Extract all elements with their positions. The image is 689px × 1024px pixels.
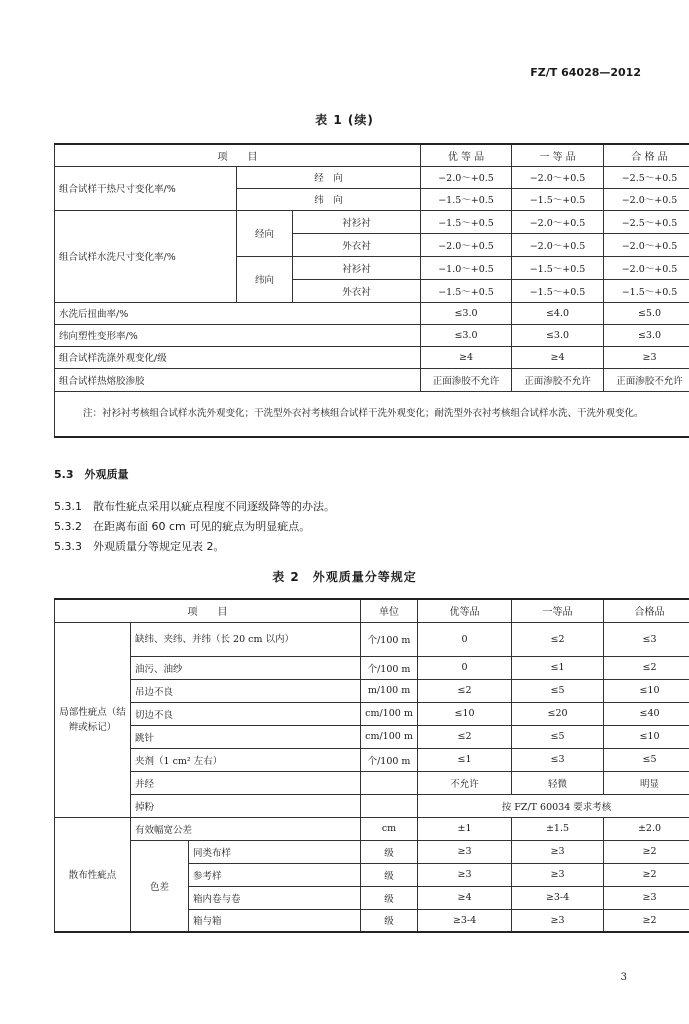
color-diff-label: 色差 (131, 840, 189, 932)
row-label: 纬向塑性变形率/% (55, 324, 421, 346)
table-row (55, 324, 689, 346)
header-superior: 优等品 (418, 599, 512, 622)
table-cell: ≤1 (418, 748, 512, 771)
table-cell: ≥3 (418, 840, 512, 863)
table-cell: 正面渗胶不允许 (421, 368, 512, 391)
table-cell: ≥4 (418, 886, 512, 909)
row-label: 缺纬、夹纬、并纬（长 20 cm 以内） (131, 622, 361, 656)
table1-caption: 表 1 (续) (315, 113, 374, 127)
header-item: 项 目 (55, 144, 421, 166)
row-label: 掉粉 (131, 794, 361, 817)
table-cell: −2.0～+0.5 (604, 233, 689, 256)
table-cell: ≤40 (604, 702, 689, 725)
table-cell: ≥3 (512, 840, 604, 863)
page-number: 3 (620, 972, 627, 983)
table-row (55, 166, 689, 188)
table-cell: ≤4.0 (512, 302, 604, 324)
local-defects-group: 局部性疵点（结辫或标记） (55, 622, 131, 817)
weft-label: 纬向 (237, 256, 293, 302)
table-cell: ≤2 (512, 622, 604, 656)
table-cell: −1.5～+0.5 (604, 279, 689, 302)
unit-cell: 个/100 m (361, 622, 418, 656)
unit-cell: 个/100 m (361, 656, 418, 679)
table-cell: −1.5～+0.5 (512, 279, 604, 302)
table-cell: ±1 (418, 817, 512, 840)
table-cell: ≤10 (604, 725, 689, 748)
row-label: 组合试样热熔胶渗胶 (55, 368, 421, 391)
unit-cell: 级 (361, 886, 418, 909)
table-cell: ≥3 (512, 863, 604, 886)
table-cell: ≥3-4 (418, 909, 512, 932)
table-cell: 正面渗胶不允许 (512, 368, 604, 391)
unit-cell: 级 (361, 863, 418, 886)
table-cell: ≥3 (604, 346, 689, 368)
table-note-row (55, 391, 689, 437)
header-qualified: 合格品 (604, 599, 689, 622)
section-item: 5.3.3 外观质量分等规定见表 2。 (54, 540, 225, 553)
row-label: 箱内卷与卷 (189, 886, 361, 909)
table-row (55, 346, 689, 368)
table-note: 注：衬衫衬考核组合试样水洗外观变化；干洗型外衣衬考核组合试样干洗外观变化；耐洗型外衣衬考核组合试样水洗、干洗外观变化。 (55, 391, 689, 437)
row-label: 并经 (131, 771, 361, 794)
table-row (55, 368, 689, 391)
row-label: 参考样 (189, 863, 361, 886)
row-label: 油污、油纱 (131, 656, 361, 679)
table-cell: −2.0～+0.5 (512, 210, 604, 233)
table-cell: ≥3 (512, 909, 604, 932)
table2-header-row (55, 599, 689, 622)
unit-cell: 级 (361, 909, 418, 932)
table-row (55, 702, 689, 725)
table-row (55, 679, 689, 702)
table2-caption: 表 2 外观质量分等规定 (272, 570, 417, 584)
shirt-label: 衬衫衬 (293, 256, 421, 279)
row-label: 组合试样干热尺寸变化率/% (55, 166, 237, 210)
unit-cell (361, 794, 418, 817)
row-label: 跳针 (131, 725, 361, 748)
table-cell: ±2.0 (604, 817, 689, 840)
table-row (55, 748, 689, 771)
table-cell: ≤2 (604, 656, 689, 679)
table-cell: ≥2 (604, 909, 689, 932)
scatter-defects-group: 散布性疵点 (55, 817, 131, 932)
row-label: 水洗后扭曲率/% (55, 302, 421, 324)
row-label: 组合试样水洗尺寸变化率/% (55, 210, 237, 302)
table-cell: 轻微 (512, 771, 604, 794)
header-qualified: 合 格 品 (604, 144, 689, 166)
table-row (55, 302, 689, 324)
table-cell: ≤5 (604, 748, 689, 771)
table-cell: −1.5～+0.5 (512, 188, 604, 210)
table-cell: −1.5～+0.5 (421, 210, 512, 233)
table-cell: ≥4 (512, 346, 604, 368)
row-label: 吊边不良 (131, 679, 361, 702)
table-cell: ≤3 (604, 622, 689, 656)
table1-header-row (55, 144, 689, 166)
table-cell: 0 (418, 656, 512, 679)
table-cell: −1.5～+0.5 (421, 279, 512, 302)
table-cell: ≤3.0 (421, 302, 512, 324)
table-cell: −2.0～+0.5 (604, 256, 689, 279)
coat-label: 外衣衬 (293, 279, 421, 302)
header-first: 一等品 (512, 599, 604, 622)
table-row (55, 817, 689, 840)
table-cell: ≤5 (512, 725, 604, 748)
unit-cell: cm/100 m (361, 725, 418, 748)
table-cell: −2.0～+0.5 (512, 166, 604, 188)
table-cell: ≤5.0 (604, 302, 689, 324)
unit-cell: m/100 m (361, 679, 418, 702)
table-cell: 按 FZ/T 60034 要求考核 (418, 794, 689, 817)
table-cell: −1.5～+0.5 (421, 188, 512, 210)
table-cell: 明显 (604, 771, 689, 794)
table-cell: −2.5～+0.5 (604, 166, 689, 188)
weft-label: 纬 向 (237, 188, 421, 210)
warp-label: 经 向 (237, 166, 421, 188)
table-row (55, 622, 689, 656)
table-cell: ≤3 (512, 748, 604, 771)
table-cell: ≤1 (512, 656, 604, 679)
header-unit: 单位 (361, 599, 418, 622)
table-cell: ≥2 (604, 840, 689, 863)
table-cell: 正面渗胶不允许 (604, 368, 689, 391)
table-row (55, 794, 689, 817)
table2 (54, 598, 689, 933)
table-cell: −2.0～+0.5 (421, 166, 512, 188)
table-cell: ≥3-4 (512, 886, 604, 909)
table1 (54, 143, 689, 438)
row-label: 夹剂（1 cm² 左右） (131, 748, 361, 771)
row-label: 箱与箱 (189, 909, 361, 932)
table-cell: −2.5～+0.5 (604, 210, 689, 233)
table-cell: ≤10 (604, 679, 689, 702)
unit-cell: cm/100 m (361, 702, 418, 725)
table-cell: ≤2 (418, 679, 512, 702)
header-item: 项 目 (55, 599, 361, 622)
table-cell: 0 (418, 622, 512, 656)
header-first: 一 等 品 (512, 144, 604, 166)
table-row (55, 656, 689, 679)
table-cell: ≤20 (512, 702, 604, 725)
section-item: 5.3.1 散布性疵点采用以疵点程度不同逐级降等的办法。 (54, 500, 335, 513)
unit-cell: 个/100 m (361, 748, 418, 771)
section-heading: 5.3 外观质量 (54, 468, 129, 481)
table-cell: −2.0～+0.5 (512, 233, 604, 256)
row-label: 切边不良 (131, 702, 361, 725)
table-cell: ≤2 (418, 725, 512, 748)
table-cell: ≤5 (512, 679, 604, 702)
table-cell: ≤3.0 (421, 324, 512, 346)
warp-label: 经向 (237, 210, 293, 256)
table-cell: −2.0～+0.5 (421, 233, 512, 256)
table-cell: ≤3.0 (604, 324, 689, 346)
table-cell: −1.0～+0.5 (421, 256, 512, 279)
section-item: 5.3.2 在距离布面 60 cm 可见的疵点为明显疵点。 (54, 520, 311, 533)
table-cell: 不允许 (418, 771, 512, 794)
shirt-label: 衬衫衬 (293, 210, 421, 233)
table-cell: ≤10 (418, 702, 512, 725)
table-cell: −2.0～+0.5 (604, 188, 689, 210)
unit-cell (361, 771, 418, 794)
table-row (55, 210, 689, 233)
row-label: 有效幅宽公差 (131, 817, 361, 840)
table-cell: ≤3.0 (512, 324, 604, 346)
table-cell: ≥3 (418, 863, 512, 886)
table-cell: ≥3 (604, 886, 689, 909)
table-row (55, 725, 689, 748)
table-cell: ±1.5 (512, 817, 604, 840)
header-superior: 优 等 品 (421, 144, 512, 166)
table-row (55, 840, 689, 863)
coat-label: 外衣衬 (293, 233, 421, 256)
table-cell: ≥2 (604, 863, 689, 886)
row-label: 组合试样洗涤外观变化/级 (55, 346, 421, 368)
unit-cell: cm (361, 817, 418, 840)
unit-cell: 级 (361, 840, 418, 863)
table-row (55, 771, 689, 794)
row-label: 同类布样 (189, 840, 361, 863)
table-cell: −1.5～+0.5 (512, 256, 604, 279)
standard-number: FZ/T 64028—2012 (530, 66, 641, 79)
table-cell: ≥4 (421, 346, 512, 368)
